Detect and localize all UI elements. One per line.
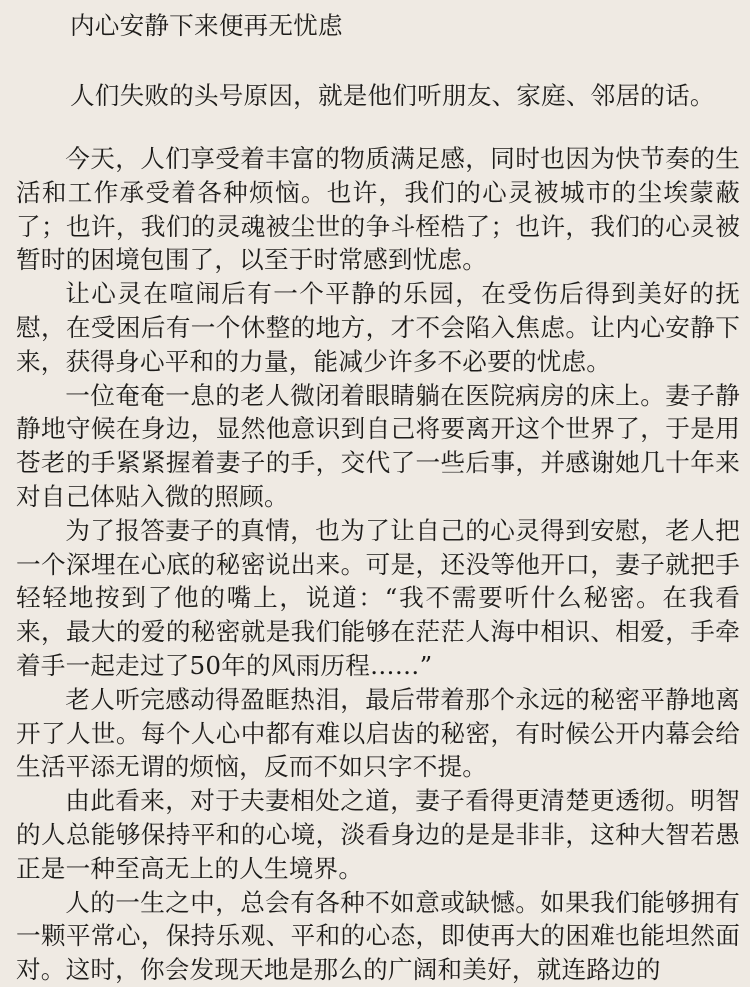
paragraph: 今天，人们享受着丰富的物质满足感，同时也因为快节奏的生活和工作承受着各种烦恼。也许，我们的心灵被城市的尘埃蒙蔽了；也许，我们的灵魂被尘世的争斗桎梏了；也许，我们的心灵被暂时的困境包围了，以至于时常感到忧虑。 [16,144,740,275]
paragraph: 为了报答妻子的真情，也为了让自己的心灵得到安慰，老人把一个深埋在心底的秘密说出来。可是，还没等他开口，妻子就把手轻轻地按到了他的嘴上，说道：“我不需要听什么秘密。在我看来，最大的爱的秘密就是我们能够在茫茫人海中相识、相爱，手牵着手一起走过了50年的风雨历程……” [16,515,740,680]
document-title: 内心安静下来便再无忧虑 [70,11,343,40]
paragraph: 人的一生之中，总会有各种不如意或缺憾。如果我们能够拥有一颗平常心，保持乐观、平和的心态，即使再大的困难也能坦然面对。这时，你会发现天地是那么的广阔和美好，就连路边的 [16,887,740,985]
paragraph: 老人听完感动得盈眶热泪，最后带着那个永远的秘密平静地离开了人世。每个人心中都有难以启齿的秘密，有时候公开内幕会给生活平添无谓的烦恼，反而不如只字不提。 [16,684,740,782]
paragraph: 由此看来，对于夫妻相处之道，妻子看得更清楚更透彻。明智的人总能够保持平和的心境，淡看身边的是是非非，这种大智若愚正是一种至高无上的人生境界。 [16,786,740,883]
paragraph: 一位奄奄一息的老人微闭着眼睛躺在医院病房的床上。妻子静静地守候在身边，显然他意识到自己将要离开这个世界了，于是用苍老的手紧紧握着妻子的手，交代了一些后事，并感谢她几十年来对自己体贴入微的照顾。 [16,380,740,511]
document-body [16,142,740,987]
document-subtitle: 人们失败的头号原因，就是他们听朋友、家庭、邻居的话。 [70,81,715,110]
paragraph: 让心灵在喧闹后有一个平静的乐园，在受伤后得到美好的抚慰，在受困后有一个休整的地方，才不会陷入焦虑。让内心安静下来，获得身心平和的力量，能减少许多不必要的忧虑。 [16,279,740,376]
